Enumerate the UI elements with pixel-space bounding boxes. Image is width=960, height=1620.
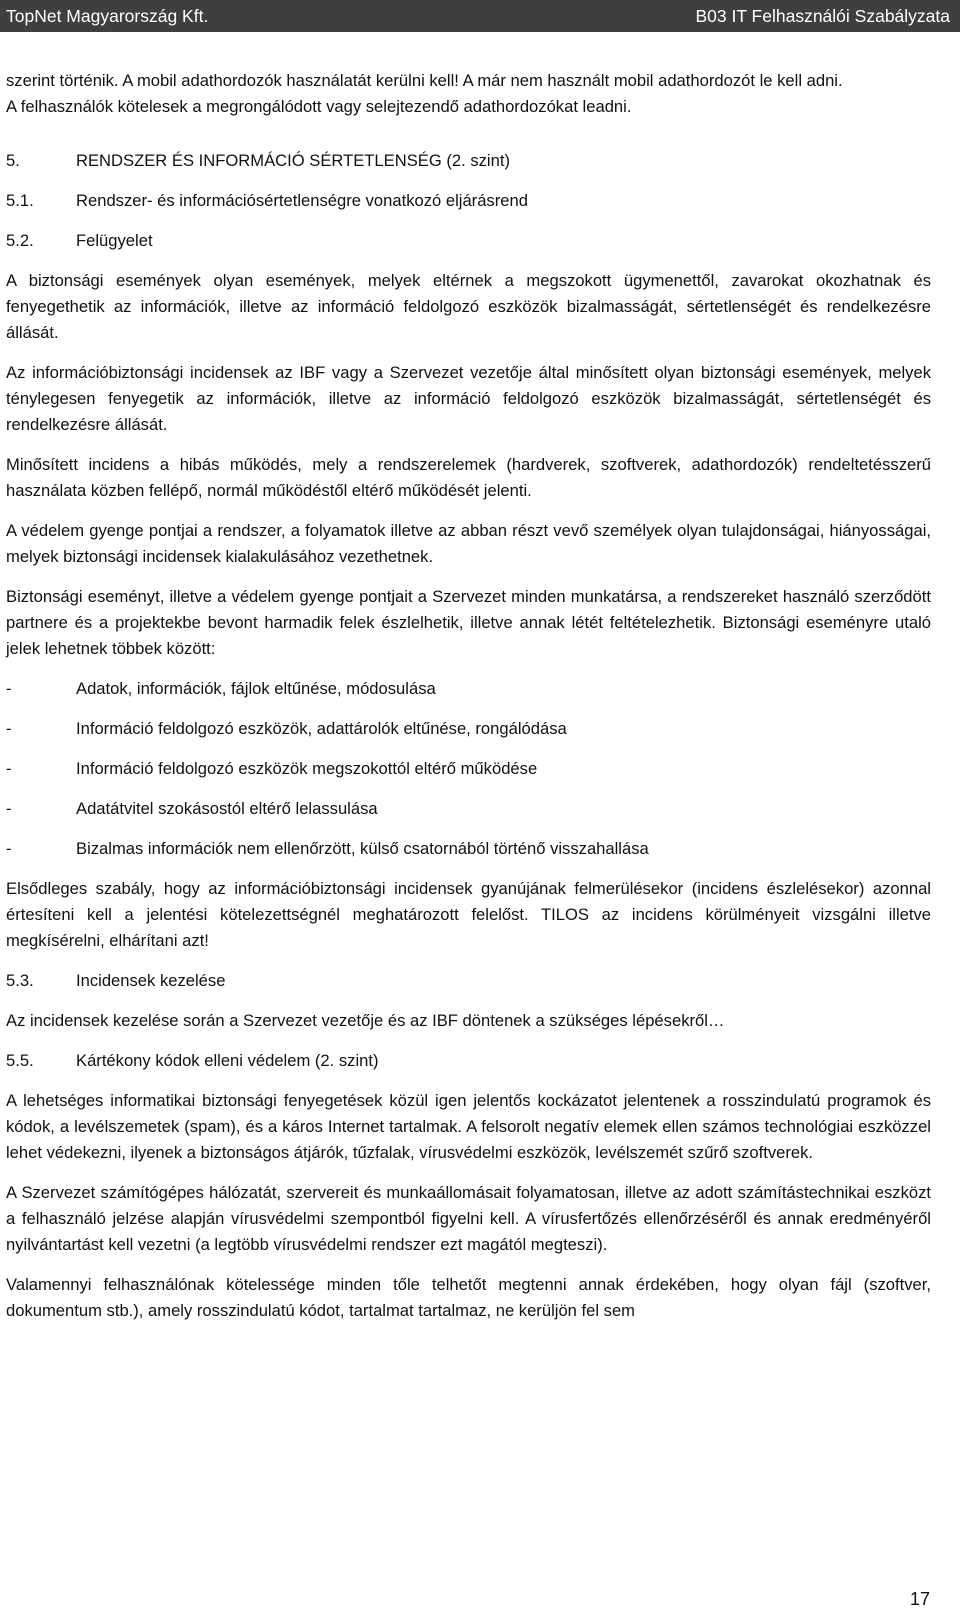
document-body (6, 68, 931, 1338)
list-item-text: Adatok, információk, fájlok eltűnése, módosulása (76, 679, 436, 698)
page-header (0, 0, 960, 32)
list-dash: - (6, 839, 12, 858)
paragraph: Biztonsági eseményt, illetve a védelem gyenge pontjait a Szervezet minden munkatársa, a rendszereket használó szerződött partnere és a projektekbe bevont harmadik felek észlelhetik, illetve annak létét feltételezhetik. Biztonsági eseményre utaló jelek lehetnek többek között: (6, 587, 931, 658)
section-number: 5. (6, 151, 20, 170)
intro-paragraph: szerint történik. A mobil adathordozók használatát kerülni kell! A már nem használt mobil adathordozót le kell adni. (6, 71, 843, 90)
list-item (6, 756, 931, 782)
section-heading-5-1 (6, 188, 931, 214)
list-item (6, 796, 931, 822)
section-title: Felügyelet (76, 231, 153, 250)
list-item (6, 836, 931, 862)
section-number: 5.5. (6, 1051, 34, 1070)
paragraph: Minősített incidens a hibás működés, mely a rendszerelemek (hardverek, szoftverek, adathordozók) rendeltetésszerű használata közben fellépő, normál működéstől eltérő működését jelenti. (6, 455, 931, 500)
section-title: Rendszer- és információsértetlenségre vonatkozó eljárásrend (76, 191, 528, 210)
section-number: 5.3. (6, 971, 34, 990)
paragraph: Valamennyi felhasználónak kötelessége minden tőle telhetőt megtenni annak érdekében, hogy olyan fájl (szoftver, dokumentum stb.), amely rosszindulatú kódot, tartalmat tartalmaz, ne kerüljön fel sem (6, 1275, 931, 1320)
section-title: Kártékony kódok elleni védelem (2. szint) (76, 1051, 379, 1070)
list-item (6, 716, 931, 742)
page-number: 17 (909, 1589, 930, 1609)
list-item-text: Adatátvitel szokásostól eltérő lelassulása (76, 799, 378, 818)
section-heading-5-3 (6, 968, 931, 994)
list-dash: - (6, 679, 12, 698)
paragraph: Az információbiztonsági incidensek az IBF vagy a Szervezet vezetője által minősített olyan biztonsági események, melyek ténylegesen fenyegetik az információk, illetve az információ feldolgozó eszközök bizalmasságát, sértetlenségét és rendelkezésre állását. (6, 363, 931, 434)
paragraph: Elsődleges szabály, hogy az információbiztonsági incidensek gyanújának felmerülésekor (incidens észlelésekor) azonnal értesíteni kell a jelentési kötelezettségnél meghatározott felelőst. TILOS az incidens körülményeit vizsgálni illetve megkísérelni, elhárítani azt! (6, 879, 931, 950)
section-heading-5-5 (6, 1048, 931, 1074)
list-item-text: Bizalmas információk nem ellenőrzött, külső csatornából történő visszahallása (76, 839, 649, 858)
paragraph: Az incidensek kezelése során a Szervezet vezetője és az IBF döntenek a szükséges lépésekről… (6, 1011, 725, 1030)
paragraph: A védelem gyenge pontjai a rendszer, a folyamatok illetve az abban részt vevő személyek olyan tulajdonságai, hiányosságai, melyek biztonsági incidensek kialakulásához vezethetnek. (6, 521, 931, 566)
list-item (6, 676, 931, 702)
header-company: TopNet Magyarország Kft. (6, 5, 209, 26)
list-dash: - (6, 759, 12, 778)
header-document-title: B03 IT Felhasználói Szabályzata (695, 5, 950, 26)
section-number: 5.1. (6, 191, 34, 210)
list-dash: - (6, 799, 12, 818)
paragraph: A lehetséges informatikai biztonsági fenyegetések közül igen jelentős kockázatot jelentenek a rosszindulatú programok és kódok, a levélszemetek (spam), és a káros Internet tartalmak. A felsorolt negatív elemek ellen számos technológiai eszközzel lehet védekezni, ilyenek a biztonságos átjárók, tűzfalak, vírusvédelmi eszközök, levélszemét szűrő szoftverek. (6, 1091, 931, 1162)
intro-paragraph-2: A felhasználók kötelesek a megrongálódott vagy selejtezendő adathordozókat leadni. (6, 97, 632, 116)
section-title: Incidensek kezelése (76, 971, 226, 990)
section-title: RENDSZER ÉS INFORMÁCIÓ SÉRTETLENSÉG (2. szint) (76, 151, 510, 170)
list-dash: - (6, 719, 12, 738)
list-item-text: Információ feldolgozó eszközök, adattárolók eltűnése, rongálódása (76, 719, 567, 738)
section-number: 5.2. (6, 231, 34, 250)
paragraph: A biztonsági események olyan események, melyek eltérnek a megszokott ügymenettől, zavarokat okozhatnak és fenyegethetik az információk, illetve az információ feldolgozó eszközök bizalmasságát, sértetlenségét és rendelkezésre állását. (6, 271, 931, 342)
section-heading-5-2 (6, 228, 931, 254)
section-heading-5 (6, 148, 931, 174)
paragraph: A Szervezet számítógépes hálózatát, szervereit és munkaállomásait folyamatosan, illetve az adott számítástechnikai eszközt a felhasználó jelzése alapján vírusvédelmi szempontból figyelni kell. A vírusfertőzés ellenőrzéséről és annak eredményéről nyilvántartást kell vezetni (a legtöbb vírusvédelmi rendszer ezt magától megteszi). (6, 1183, 931, 1254)
list-item-text: Információ feldolgozó eszközök megszokottól eltérő működése (76, 759, 538, 778)
